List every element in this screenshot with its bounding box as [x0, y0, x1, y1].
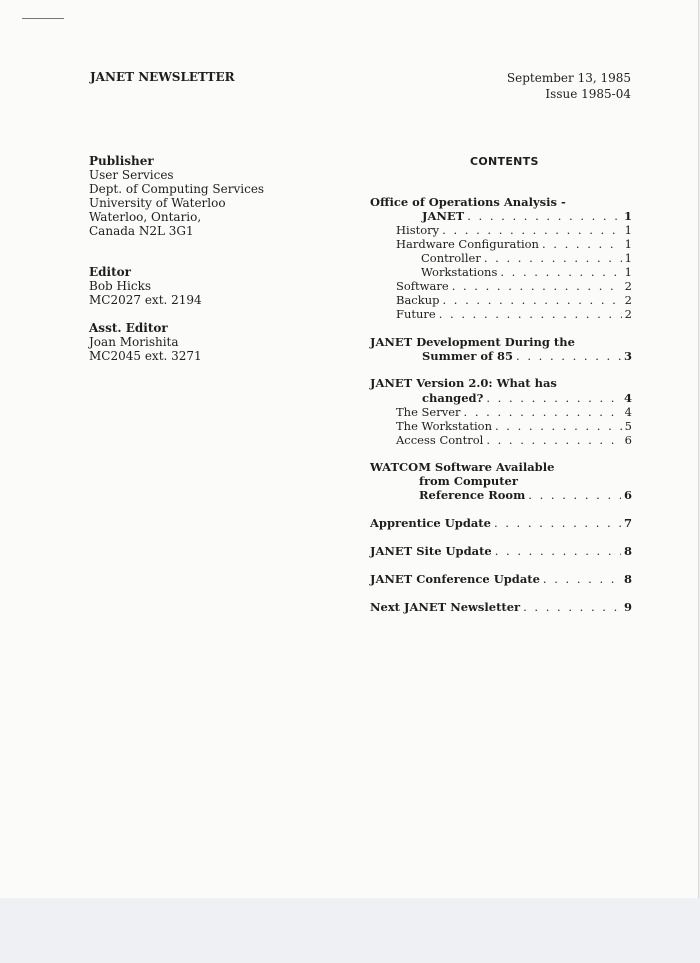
editor-block — [89, 265, 202, 307]
issue-info — [504, 70, 631, 102]
toc-line: JANET Development During the — [370, 335, 575, 349]
toc-entry: Access Control . . . 6 — [396, 433, 632, 447]
editor-heading: Editor — [89, 265, 131, 279]
editor-contact: MC2027 ext. 2194 — [89, 293, 202, 307]
asst-editor-block — [89, 321, 202, 363]
asst-editor-contact: MC2045 ext. 3271 — [89, 349, 202, 363]
issue-number: Issue 1985-04 — [545, 87, 631, 101]
publisher-block — [89, 154, 264, 238]
publisher-line: Waterloo, Ontario, — [89, 210, 202, 224]
toc-entry: Hardware Configuration . . . 1 — [396, 237, 632, 251]
publisher-line: University of Waterloo — [89, 196, 226, 210]
contents-heading: CONTENTS — [470, 155, 539, 168]
toc-entry: JANET . . . 1 — [422, 209, 632, 223]
publisher-line: Canada N2L 3G1 — [89, 224, 194, 238]
toc-entry: Summer of 85 . . . 3 — [422, 349, 632, 363]
toc-entry: Reference Room . . . 6 — [419, 488, 632, 502]
toc-entry: changed? . . . 4 — [422, 391, 632, 405]
publisher-line: User Services — [89, 168, 174, 182]
toc-line: from Computer — [419, 474, 518, 488]
asst-editor-name: Joan Morishita — [89, 335, 179, 349]
toc-entry: Future . . . 2 — [396, 307, 632, 321]
publisher-line: Dept. of Computing Services — [89, 182, 265, 196]
toc-entry: Workstations . . . 1 — [421, 265, 632, 279]
toc-entry: JANET Conference Update . . . 8 — [370, 572, 632, 586]
editor-name: Bob Hicks — [89, 279, 151, 293]
scan-mark — [22, 18, 64, 19]
toc-entry: JANET Site Update . . . 8 — [370, 544, 632, 558]
toc-entry: Apprentice Update . . . 7 — [370, 516, 632, 530]
toc-line: JANET Version 2.0: What has — [370, 376, 557, 390]
toc-entry: The Server . . . 4 — [396, 405, 632, 419]
toc-entry: Backup . . . 2 — [396, 293, 632, 307]
newsletter-title: JANET NEWSLETTER — [90, 70, 235, 84]
issue-date: September 13, 1985 — [506, 71, 631, 85]
toc-line: WATCOM Software Available — [370, 460, 555, 474]
toc-entry: Next JANET Newsletter . . . 9 — [370, 600, 632, 614]
toc-entry: The Workstation . . . 5 — [396, 419, 632, 433]
toc-entry: History . . . 1 — [396, 223, 632, 237]
publisher-heading: Publisher — [89, 154, 154, 168]
asst-editor-heading: Asst. Editor — [89, 321, 168, 335]
toc-entry: Software . . . 2 — [396, 279, 632, 293]
toc-line: Office of Operations Analysis - — [370, 195, 566, 209]
toc-entry: Controller . . . 1 — [421, 251, 632, 265]
